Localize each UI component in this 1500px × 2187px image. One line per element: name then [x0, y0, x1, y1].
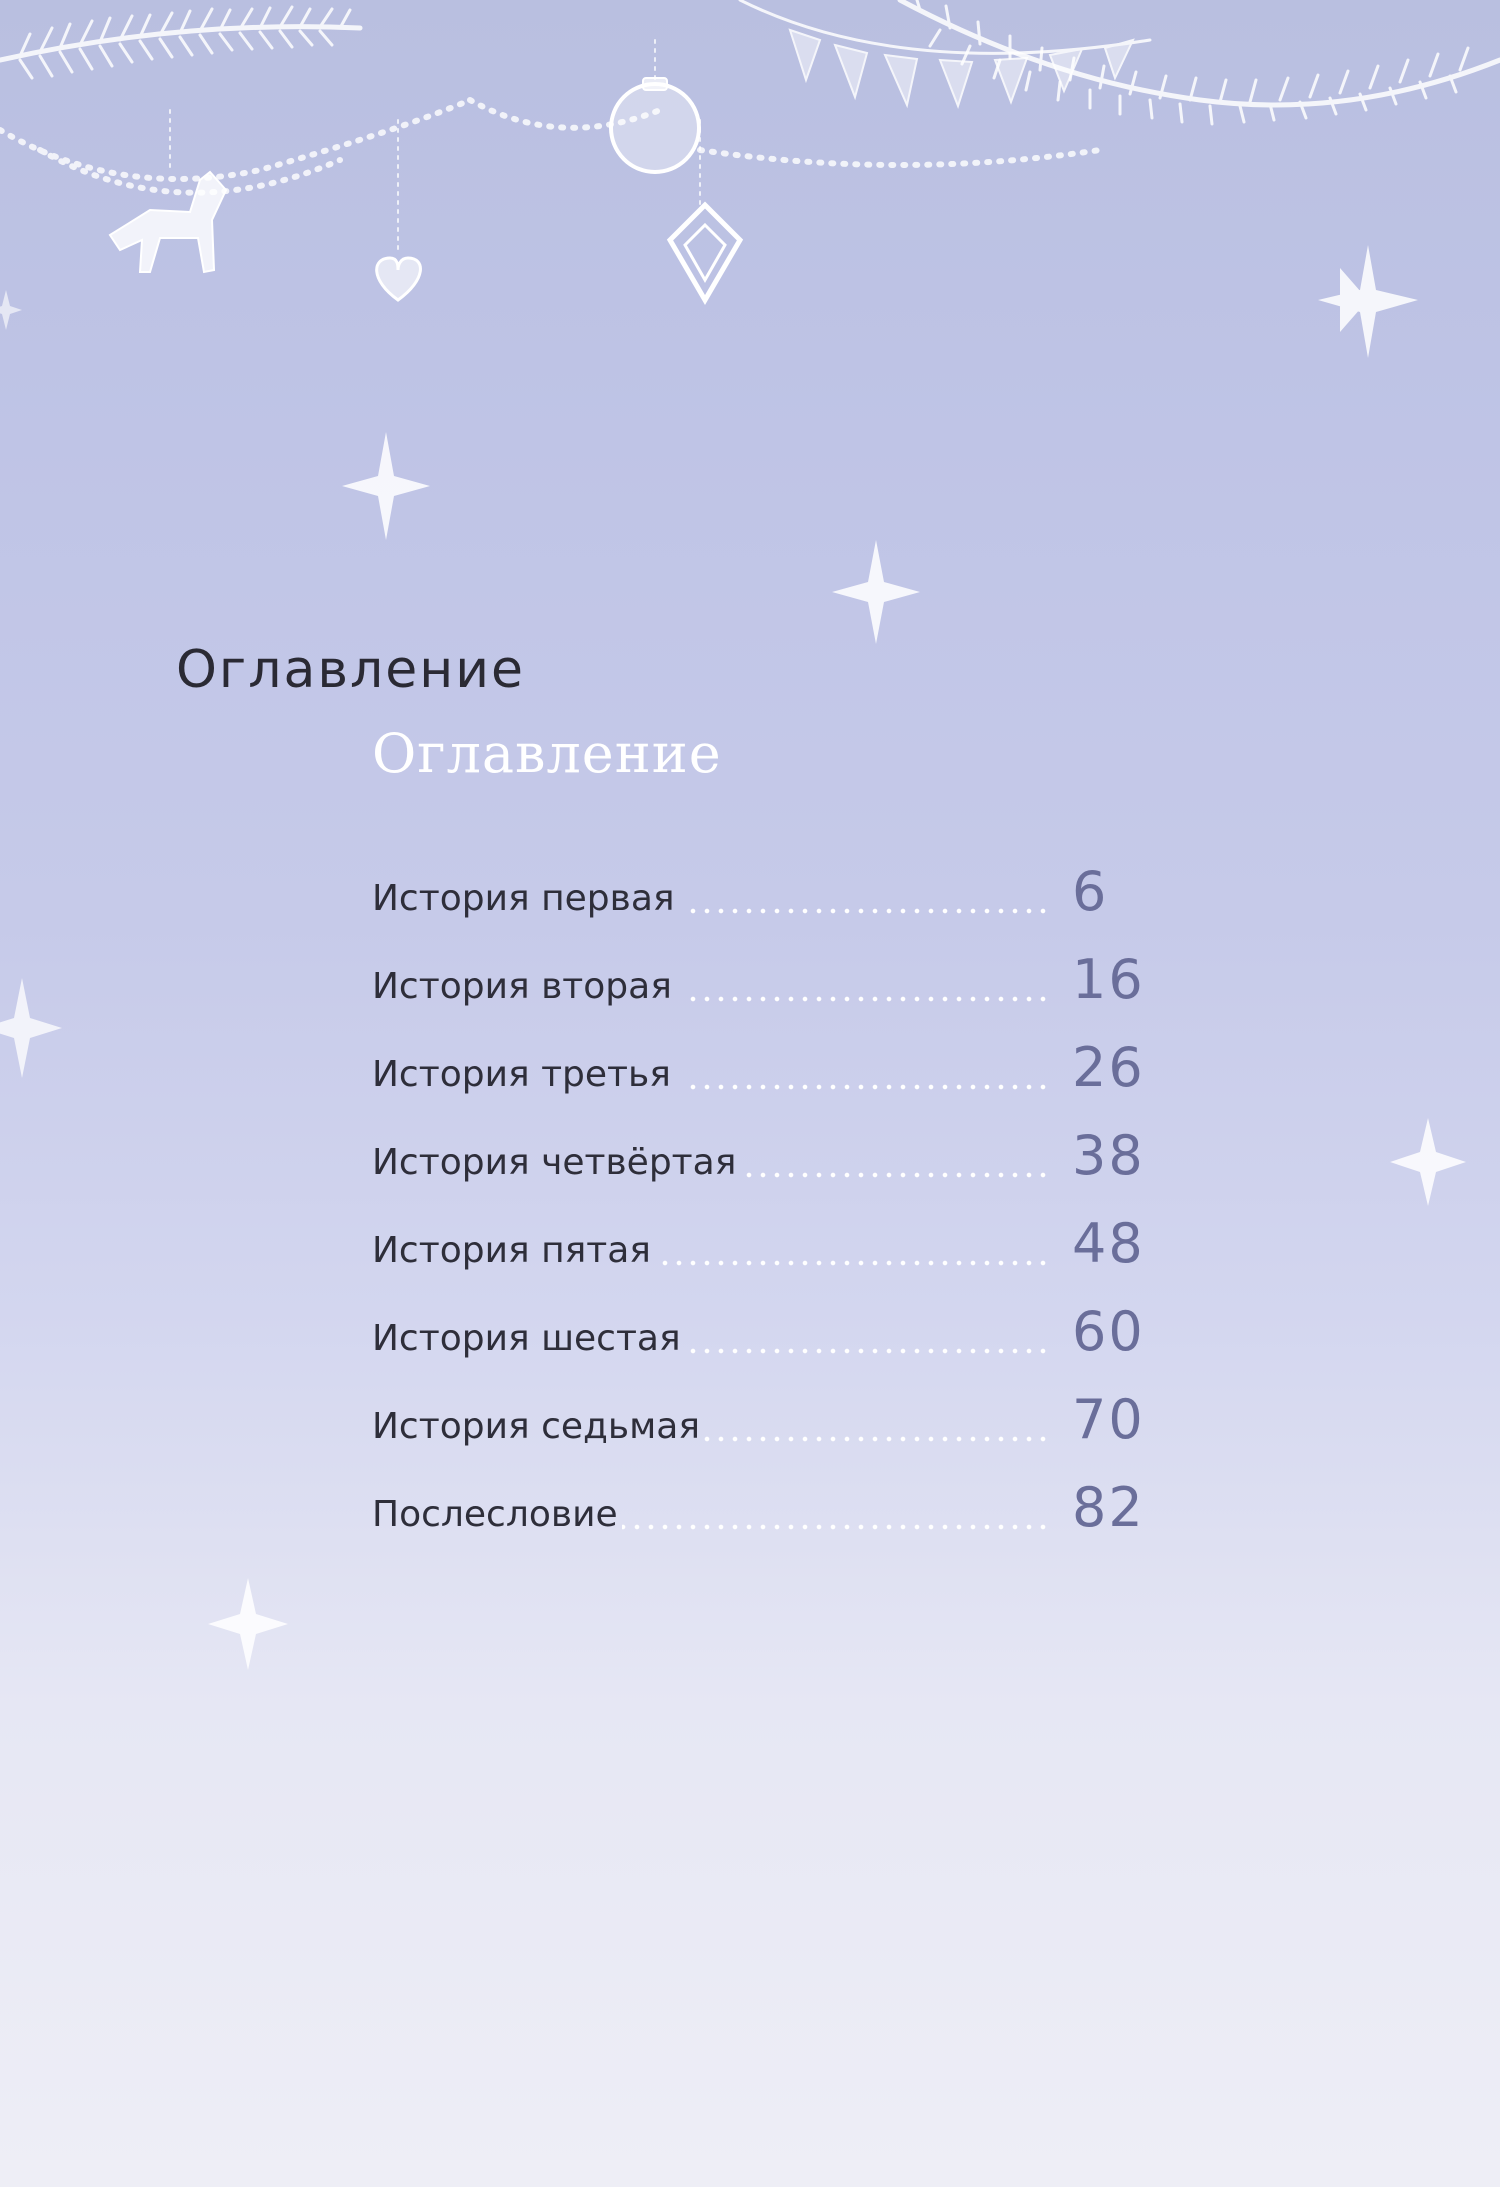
- toc-row: [372, 1124, 1152, 1212]
- toc-page-number: 70: [1072, 1388, 1145, 1451]
- toc-page-number: 6: [1072, 860, 1109, 923]
- fir-garland-icon: [0, 7, 360, 78]
- fir-garland-icon: [900, 0, 1500, 124]
- toc-row: [372, 948, 1152, 1036]
- toc-row: [372, 860, 1152, 948]
- star-icon: [208, 1578, 288, 1670]
- toc-dot-leader: [682, 1084, 1050, 1090]
- bead-garland-icon: [0, 100, 1100, 193]
- toc-dot-leader: [662, 1260, 1050, 1266]
- toc-dot-leader: [682, 996, 1050, 1002]
- toc-page-number: 26: [1072, 1036, 1145, 1099]
- star-icon: [342, 432, 430, 540]
- page-title-overlay: Оглавление: [372, 722, 722, 785]
- toc-page-number: 16: [1072, 948, 1145, 1011]
- star-icon: [0, 978, 62, 1078]
- toc-entry-label: История пятая: [372, 1230, 651, 1271]
- toc-entry-label: История третья: [372, 1054, 671, 1095]
- page-title: Оглавление: [176, 640, 526, 700]
- toc-row: [372, 1300, 1152, 1388]
- table-of-contents: [372, 860, 1152, 1564]
- toc-row: [372, 1388, 1152, 1476]
- toc-page-number: 82: [1072, 1476, 1145, 1539]
- ornament-ball-icon: [611, 78, 699, 172]
- toc-entry-label: История первая: [372, 878, 675, 919]
- toc-page-number: 48: [1072, 1212, 1145, 1275]
- toc-dot-leader: [622, 1524, 1050, 1530]
- toc-dot-leader: [682, 908, 1050, 914]
- toc-page-number: 38: [1072, 1124, 1145, 1187]
- toc-dot-leader: [742, 1172, 1050, 1178]
- toc-page-number: 60: [1072, 1300, 1145, 1363]
- toc-dot-leader: [682, 1348, 1050, 1354]
- heart-ornament-icon: [377, 258, 421, 300]
- toc-dot-leader: [702, 1436, 1050, 1442]
- toc-row: [372, 1212, 1152, 1300]
- star-icon: [1390, 1118, 1466, 1206]
- star-icon: [0, 290, 22, 330]
- toc-entry-label: История четвёртая: [372, 1142, 737, 1183]
- star-ornament-icon: [670, 205, 740, 300]
- star-icon: [832, 540, 920, 644]
- toc-row: [372, 1476, 1152, 1564]
- toc-entry-label: История вторая: [372, 966, 672, 1007]
- toc-entry-label: История шестая: [372, 1318, 681, 1359]
- toc-entry-label: Послесловие: [372, 1494, 618, 1535]
- star-icon: [1318, 245, 1418, 358]
- toc-entry-label: История седьмая: [372, 1406, 700, 1447]
- toc-row: [372, 1036, 1152, 1124]
